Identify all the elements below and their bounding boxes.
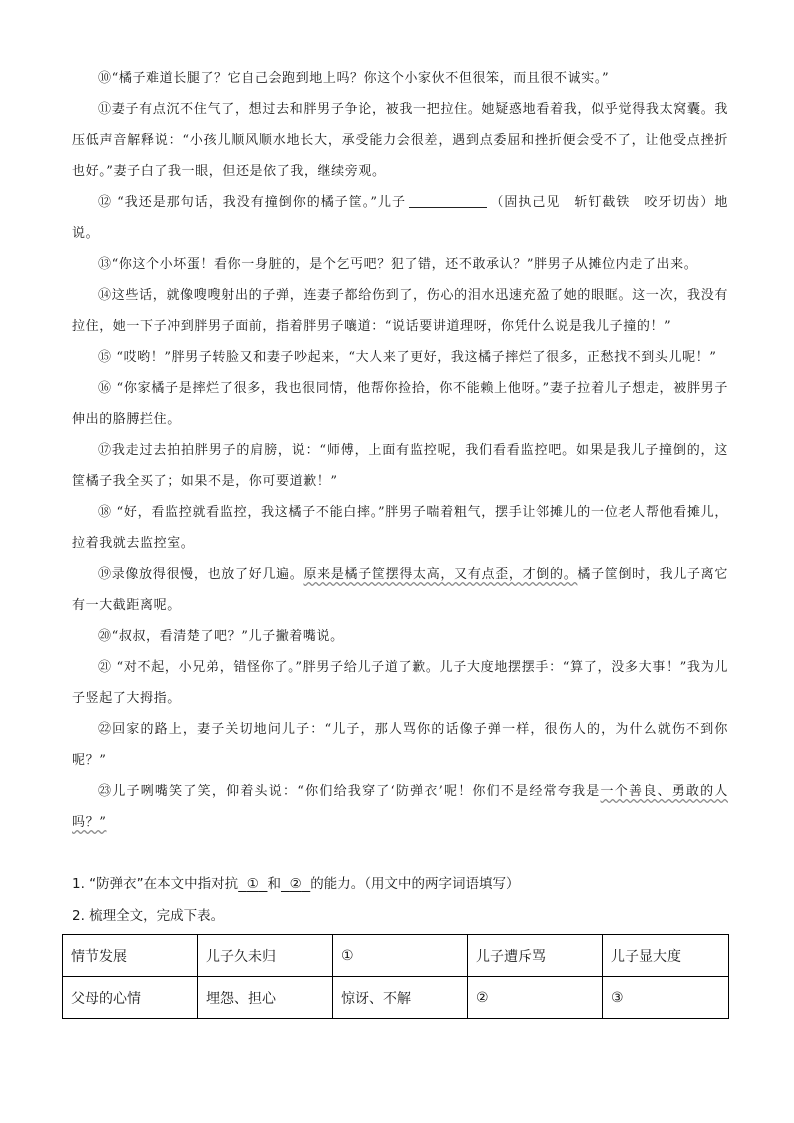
answer-blank-2[interactable] (281, 876, 310, 892)
table-cell: 父母的心情 (63, 977, 198, 1019)
paragraph-11: ⑪妻子有点沉不住气了，想过去和胖男子争论，被我一把拉住。她疑惑地看着我，似乎觉得我太窝囊。我压低声音解释说：“小孩儿顺风顺水地长大，承受能力会很差，遇到点委屈和挫折便会受不了，让他受点挫折也好。”妻子白了我一眼，但还是依了我，继续旁观。 (72, 102, 728, 179)
paragraph-12 (72, 187, 728, 249)
paragraph-20: ⑳“叔叔，看清楚了吧？”儿子撇着嘴说。 (98, 629, 344, 644)
paragraph-19-part-b: 橘子筐倒时，我儿子离它有一大截距离呢。 (72, 567, 728, 613)
paragraph-13: ⑬“你这个小坏蛋！看你一身脏的，是个乞丐吧？犯了错，还不敢承认？”胖男子从摊位内走了出来。 (98, 257, 698, 272)
table-row (63, 977, 729, 1019)
paragraph-17: ⑰我走过去拍拍胖男子的肩膀，说：“师傅，上面有监控呢，我们看看监控吧。如果是我儿子撞倒的，这筐橘子我全买了；如果不是，你可要道歉！” (72, 443, 728, 489)
paragraph-18: ⑱ “好，看监控就看监控，我这橘子不能白摔。”胖男子喘着粗气，摆手让邻摊儿的一位老人帮他看摊儿，拉着我就去监控室。 (72, 505, 728, 551)
paragraph-23 (72, 776, 728, 838)
table-cell: 儿子显大度 (603, 935, 729, 977)
paragraph-23-part-a: ㉓儿子咧嘴笑了笑，仰着头说：“你们给我穿了‘防弹衣’呢！你们不是经常夸我是 (98, 784, 601, 799)
table-cell: 儿子遭斥骂 (468, 935, 603, 977)
table-cell-answer[interactable]: ① (333, 935, 468, 977)
summary-table (62, 934, 729, 1019)
paragraph-12-after-blank: （固执己见 斩钉截铁 咬牙切齿）地说。 (72, 195, 728, 241)
questions-section (72, 874, 728, 938)
story-passage (72, 63, 728, 838)
paragraph-19-part-a: ⑲录像放得很慢，也放了好几遍。 (98, 567, 304, 582)
paragraph-16: ⑯ “你家橘子是摔烂了很多，我也很同情，他帮你捡拾，你不能赖上他呀。”妻子拉着儿子想走，被胖男子伸出的胳膊拦住。 (72, 381, 728, 427)
table-cell-answer[interactable]: ③ (603, 977, 729, 1019)
paragraph-15: ⑮ “哎哟！”胖男子转脸又和妻子吵起来，“大人来了更好，我这橘子摔烂了很多，正愁找不到头儿呢！” (98, 350, 717, 365)
question-1-mid: 和 (267, 876, 281, 892)
answer-blank-2-label: ② (289, 876, 302, 892)
table-cell: 埋怨、担心 (198, 977, 333, 1019)
table-cell-answer[interactable]: ② (468, 977, 603, 1019)
question-2: 2. 梳理全文，完成下表。 (72, 908, 225, 924)
table-cell: 儿子久未归 (198, 935, 333, 977)
question-1-prefix: 1. “防弹衣”在本文中指对抗 (72, 876, 239, 892)
paragraph-19 (72, 559, 728, 621)
wavy-underlined-phrase: 一个善良、勇敢的人吗？” (72, 784, 728, 830)
answer-blank-1[interactable] (238, 876, 267, 892)
paragraph-12-before-blank: ⑫ “我还是那句话，我没有撞倒你的橘子筐。”儿子 (98, 195, 406, 210)
paragraph-21: ㉑ “对不起，小兄弟，错怪你了。”胖男子给儿子道了歉。儿子大度地摆摆手：“算了，没多大事！”我为儿子竖起了大拇指。 (72, 660, 728, 706)
paragraph-22: ㉒回家的路上，妻子关切地问儿子：“儿子，那人骂你的话像子弹一样，很伤人的，为什么就伤不到你呢？” (72, 722, 728, 768)
table-row (63, 935, 729, 977)
paragraph-10: ⑩“橘子难道长腿了？它自己会跑到地上吗？你这个小家伙不但很笨，而且很不诚实。” (98, 71, 610, 86)
wavy-underlined-sentence: 原来是橘子筐摆得太高，又有点歪，才倒的。 (303, 567, 578, 582)
answer-blank-1-label: ① (246, 876, 259, 892)
table-cell: 情节发展 (63, 935, 198, 977)
fill-in-blank[interactable] (409, 193, 487, 208)
paragraph-14: ⑭这些话，就像嗖嗖射出的子弹，连妻子都给伤到了，伤心的泪水迅速充盈了她的眼眶。这一次，我没有拉住，她一下子冲到胖男子面前，指着胖男子嚷道：“说话要讲道理呀，你凭什么说是我儿子撞的！” (72, 288, 728, 334)
table-cell: 惊讶、不解 (333, 977, 468, 1019)
question-1 (72, 874, 728, 894)
question-1-suffix: 的能力。（用文中的两字词语填写） (310, 876, 520, 892)
